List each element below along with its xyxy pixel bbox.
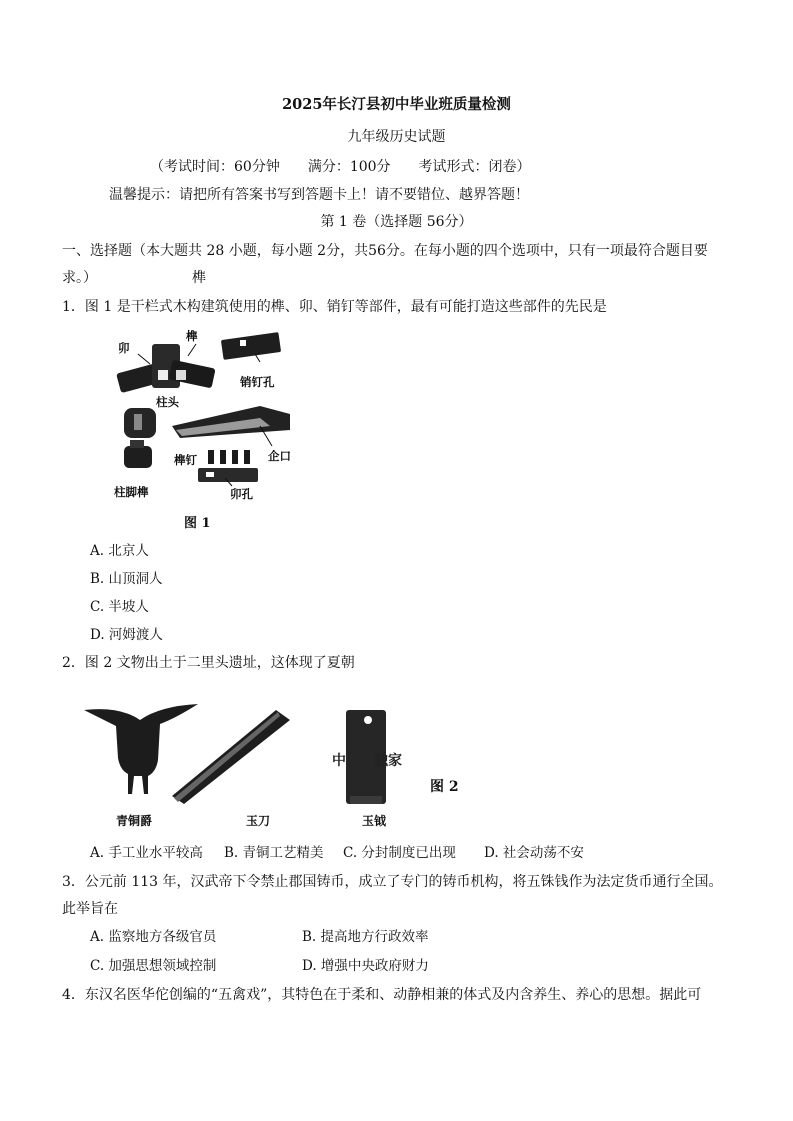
label-sunding: 榫钉 xyxy=(174,453,197,467)
exam-info: （考试时间：60分钟 满分：100分 考试形式：闭卷） xyxy=(150,159,531,175)
q4-stem: 4．东汉名医华佗创编的“五禽戏”，其特色在于柔和、动静相兼的体式及内含养生、养心的思想。据此可 xyxy=(62,987,702,1003)
section-title: 第 1 卷（选择题 56分） xyxy=(320,214,473,230)
figure-2 xyxy=(80,700,480,835)
instructions-line1: 一、选择题（本大题共 28 小题，每小题 2分，共56分。在每小题的四个选项中，只有一项最符合题目要 xyxy=(62,243,708,259)
label-mao: 卯 xyxy=(118,341,130,355)
q2-option-a: A. 手工业水平较高 xyxy=(90,845,203,861)
instructions-line2: 求。） xyxy=(62,270,97,286)
q3-option-c: C. 加强思想领域控制 xyxy=(90,958,217,974)
q3-stem-line2: 此举旨在 xyxy=(62,901,118,917)
reminder: 温馨提示：请把所有答案书写到答题卡上！请不要错位、越界答题！ xyxy=(109,187,529,203)
label-qikou: 企口 xyxy=(268,449,291,463)
item-jade-yue: 玉钺 xyxy=(362,814,387,828)
watermark: 中 独家 xyxy=(332,753,402,769)
item-bronze-jue: 青铜爵 xyxy=(116,814,153,828)
label-zhujiaosun: 柱脚榫 xyxy=(114,485,149,499)
label-xiaodingkong: 销钉孔 xyxy=(240,375,275,389)
label-sun: 榫 xyxy=(186,329,198,343)
exam-title: 2025年长汀县初中毕业班质量检测 xyxy=(282,96,511,113)
q1-option-d: D. 河姆渡人 xyxy=(90,627,163,643)
q3-option-d: D. 增强中央政府财力 xyxy=(302,958,429,974)
figure-1-drawing xyxy=(110,326,310,531)
q1-option-a: A. 北京人 xyxy=(90,543,149,559)
label-zhutou: 柱头 xyxy=(156,395,179,409)
q1-option-b: B. 山顶洞人 xyxy=(90,571,163,587)
stray-char: 榫 xyxy=(192,270,206,286)
figure-1-caption: 图 1 xyxy=(184,516,211,531)
q3-option-b: B. 提高地方行政效率 xyxy=(302,929,429,945)
q2-option-c: C. 分封制度已出现 xyxy=(343,845,456,861)
q3-option-a: A. 监察地方各级官员 xyxy=(90,929,217,945)
q2-stem: 2．图 2 文物出土于二里头遗址，这体现了夏朝 xyxy=(62,655,355,671)
q2-option-d: D. 社会动荡不安 xyxy=(484,845,584,861)
figure-2-caption: 图 2 xyxy=(430,779,459,795)
q3-stem-line1: 3．公元前 113 年，汉武帝下令禁止郡国铸币，成立了专门的铸币机构，将五铢钱作为法定货币通行全国。 xyxy=(62,874,723,890)
q2-option-b: B. 青铜工艺精美 xyxy=(224,845,324,861)
figure-1 xyxy=(110,326,310,531)
q1-stem: 1．图 1 是干栏式木构建筑使用的榫、卯、销钉等部件，最有可能打造这些部件的先民是 xyxy=(62,299,607,315)
exam-subtitle: 九年级历史试题 xyxy=(347,129,446,145)
item-jade-knife: 玉刀 xyxy=(246,814,271,828)
label-maokong: 卯孔 xyxy=(230,487,253,501)
q1-option-c: C. 半坡人 xyxy=(90,599,149,615)
